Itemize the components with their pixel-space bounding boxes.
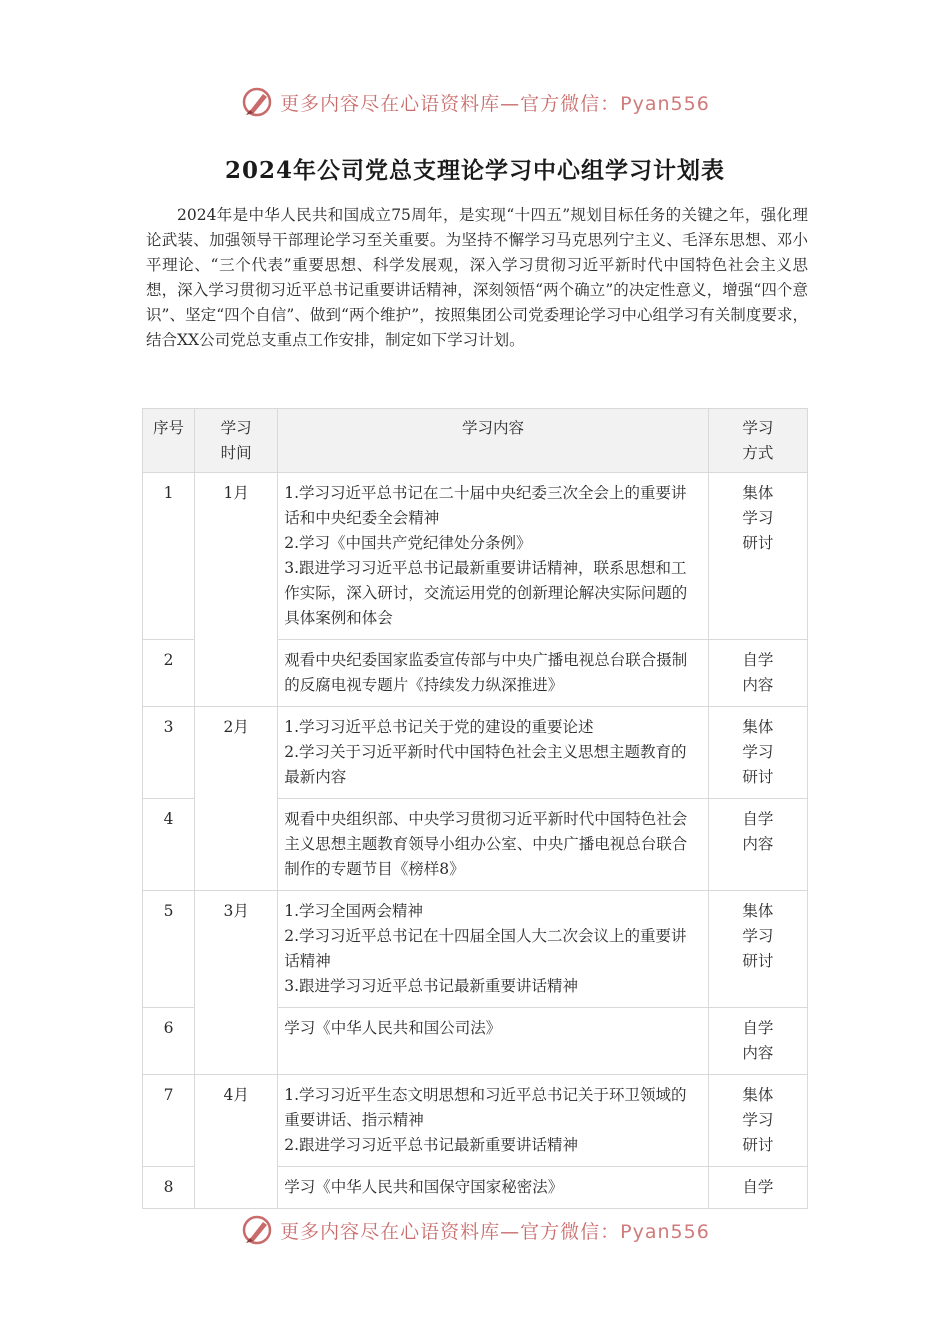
header-content: 学习内容: [278, 409, 709, 473]
row-mode: 自学 内容: [708, 1008, 807, 1075]
header-no: 序号: [143, 409, 195, 473]
row-month: 4月: [195, 1075, 278, 1209]
row-mode: 自学 内容: [708, 799, 807, 891]
document-title: 2024年公司党总支理论学习中心组学习计划表: [224, 157, 725, 184]
row-no: 4: [143, 799, 195, 891]
row-content: 1.学习习近平总书记关于党的建设的重要论述 2.学习关于习近平新时代中国特色社会主义思想主题教育的最新内容: [278, 707, 709, 799]
pen-logo-icon: [240, 1213, 274, 1247]
row-no: 8: [143, 1167, 195, 1209]
row-month: 2月: [195, 707, 278, 891]
row-content: 学习《中华人民共和国保守国家秘密法》: [278, 1167, 709, 1209]
row-mode: 自学: [708, 1167, 807, 1209]
table-row: [143, 1075, 808, 1167]
row-content: 1.学习习近平生态文明思想和习近平总书记关于环卫领域的重要讲话、指示精神 2.跟进学习习近平总书记最新重要讲话精神: [278, 1075, 709, 1167]
table-row: [143, 707, 808, 799]
header-mode: 学习 方式: [708, 409, 807, 473]
row-content: 1.学习全国两会精神 2.学习习近平总书记在十四届全国人大二次会议上的重要讲话精神 3.跟进学习习近平总书记最新重要讲话精神: [278, 891, 709, 1008]
row-month: 1月: [195, 473, 278, 707]
row-mode: 自学 内容: [708, 640, 807, 707]
row-no: 1: [143, 473, 195, 640]
table-header-row: [143, 409, 808, 473]
row-mode: 集体 学习 研讨: [708, 707, 807, 799]
watermark-text: 更多内容尽在心语资料库—官方微信：Pyan556: [280, 1220, 710, 1243]
row-mode: 集体 学习 研讨: [708, 891, 807, 1008]
watermark-text: 更多内容尽在心语资料库—官方微信：Pyan556: [280, 92, 710, 115]
row-no: 7: [143, 1075, 195, 1167]
study-plan-table: [142, 408, 808, 1209]
row-no: 5: [143, 891, 195, 1008]
row-content: 1.学习习近平总书记在二十届中央纪委三次全会上的重要讲话和中央纪委全会精神 2.学习《中国共产党纪律处分条例》 3.跟进学习习近平总书记最新重要讲话精神，联系思想和工作实际，深入研讨，交流运用党的创新理论解决实际问题的具体案例和体会: [278, 473, 709, 640]
row-content: 观看中央纪委国家监委宣传部与中央广播电视总台联合摄制的反腐电视专题片《持续发力纵深推进》: [278, 640, 709, 707]
intro-paragraph: 2024年是中华人民共和国成立75周年，是实现“十四五”规划目标任务的关键之年，强化理论武装、加强领导干部理论学习至关重要。为坚持不懈学习马克思列宁主义、毛泽东思想、邓小平理论、“三个代表”重要思想、科学发展观，深入学习贯彻习近平新时代中国特色社会主义思想，深入学习贯彻习近平总书记重要讲话精神，深刻领悟“两个确立”的决定性意义，增强“四个意识”、坚定“四个自信”、做到“两个维护”，按照集团公司党委理论学习中心组学习有关制度要求，结合XX公司党总支重点工作安排，制定如下学习计划。: [146, 206, 808, 349]
row-content: 学习《中华人民共和国公司法》: [278, 1008, 709, 1075]
row-mode: 集体 学习 研讨: [708, 473, 807, 640]
row-no: 6: [143, 1008, 195, 1075]
pen-logo-icon: [240, 85, 274, 119]
table-row: [143, 473, 808, 640]
row-month: 3月: [195, 891, 278, 1075]
row-no: 2: [143, 640, 195, 707]
row-mode: 集体 学习 研讨: [708, 1075, 807, 1167]
table-row: [143, 891, 808, 1008]
watermark-banner-top: [0, 80, 950, 124]
row-no: 3: [143, 707, 195, 799]
watermark-banner-bottom: [0, 1208, 950, 1252]
header-time: 学习 时间: [195, 409, 278, 473]
row-content: 观看中央组织部、中央学习贯彻习近平新时代中国特色社会主义思想主题教育领导小组办公室、中央广播电视总台联合制作的专题节目《榜样8》: [278, 799, 709, 891]
